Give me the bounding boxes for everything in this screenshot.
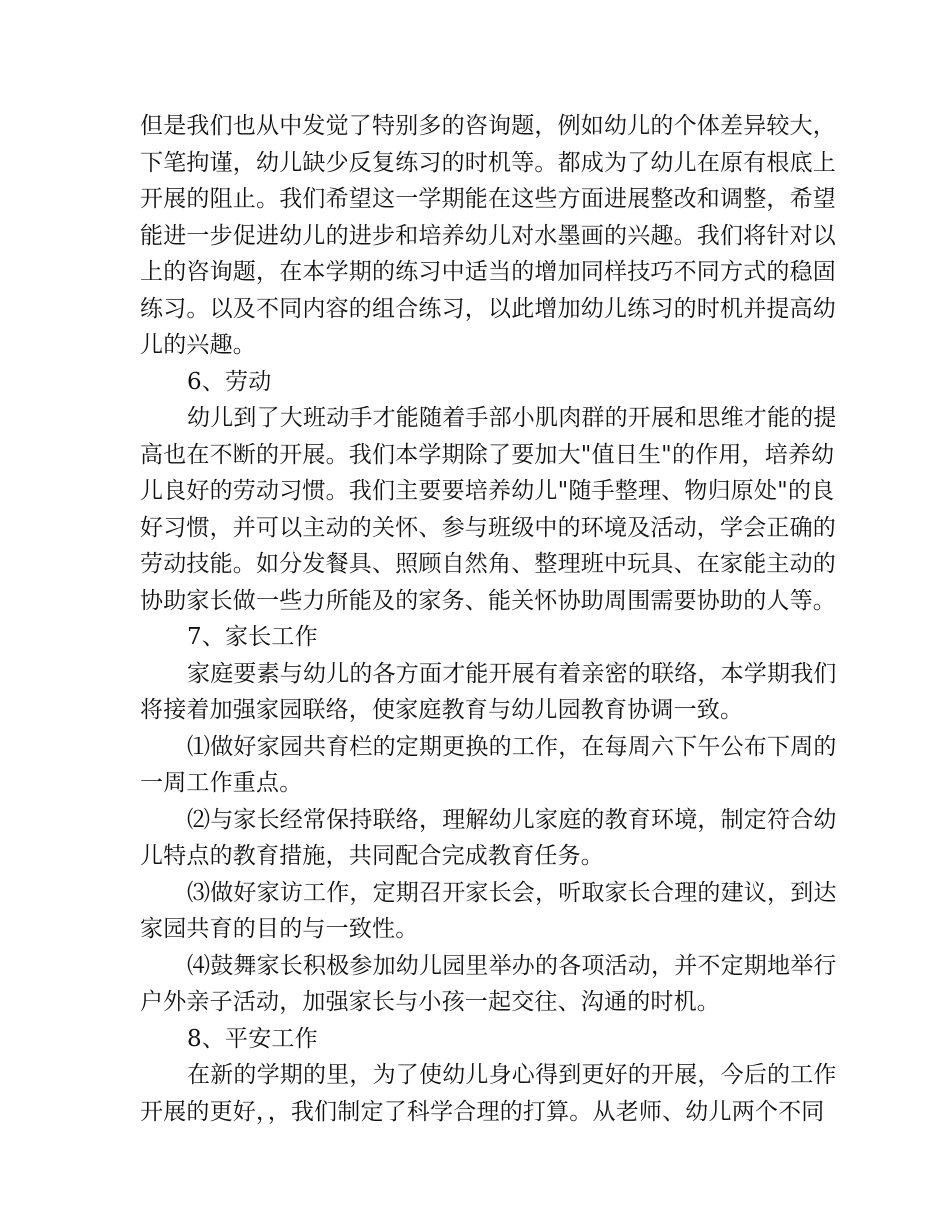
text-line: ⑴做好家园共育栏的定期更换的工作，在每周六下午公布下周的 [187, 733, 837, 760]
text-line: 练习。以及不同内容的组合练习，以此增加幼儿练习的时机并提高幼 [140, 295, 836, 322]
text-line: ⑷鼓舞家长积极参加幼儿园里举办的各项活动，并不定期地举行 [187, 952, 837, 979]
text-line: 家园共育的目的与一致性。 [140, 916, 419, 942]
text-line: 儿良好的劳动习惯。我们主要要培养幼儿"随手整理、物归原处"的良 [140, 478, 835, 504]
text-line: ⑶做好家访工作，定期召开家长会，听取家长合理的建议，到达 [187, 879, 837, 906]
text-line: 上的咨询题，在本学期的练习中适当的增加同样技巧不同方式的稳固 [140, 259, 836, 285]
text-line: 儿的兴趣。 [140, 332, 256, 358]
text-line: 开展的更好，，我们制定了科学合理的打算。从老师、幼儿两个不同 [140, 1098, 825, 1125]
text-line: 将接着加强家园联络，使家庭教育与幼儿园教育协调一致。 [140, 697, 744, 723]
text-line: 高也在不断的开展。我们本学期除了要加大"值日生"的作用，培养幼 [140, 441, 835, 468]
text-line: 7、家长工作 [187, 624, 318, 650]
text-line: 幼儿到了大班动手才能随着手部小肌肉群的开展和思维才能的提 [187, 405, 837, 431]
text-line: 协助家长做一些力所能及的家务、能关怀协助周围需要协助的人等。 [140, 587, 836, 614]
text-line: 家庭要素与幼儿的各方面才能开展有着亲密的联络，本学期我们 [187, 660, 837, 687]
text-line: 在新的学期的里，为了使幼儿身心得到更好的开展，今后的工作 [187, 1062, 837, 1088]
text-line: ⑵与家长经常保持联络，理解幼儿家庭的教育环境，制定符合幼 [187, 806, 837, 833]
text-line: 开展的阻止。我们希望这一学期能在这些方面进展整改和调整，希望 [140, 186, 836, 212]
text-line: 6、劳动 [187, 368, 272, 395]
text-line: 儿特点的教育措施，共同配合完成教育任务。 [140, 843, 604, 869]
text-line: 下笔拘谨，幼儿缺少反复练习的时机等。都成为了幼儿在原有根底上 [140, 149, 836, 176]
text-line: 户外亲子活动，加强家长与小孩一起交往、沟通的时机。 [140, 989, 720, 1015]
text-line: 但是我们也从中发觉了特别多的咨询题，例如幼儿的个体差异较大， [140, 113, 836, 139]
text-line: 8、平安工作 [187, 1025, 318, 1052]
text-line: 劳动技能。如分发餐具、照顾自然角、整理班中玩具、在家能主动的 [140, 551, 836, 577]
text-line: 能进一步促进幼儿的进步和培养幼儿对水墨画的兴趣。我们将针对以 [140, 222, 836, 249]
document-body [140, 108, 837, 1130]
text-line: 一周工作重点。 [140, 770, 303, 796]
text-line: 好习惯，并可以主动的关怀、参与班级中的环境及活动，学会正确的 [140, 514, 836, 541]
